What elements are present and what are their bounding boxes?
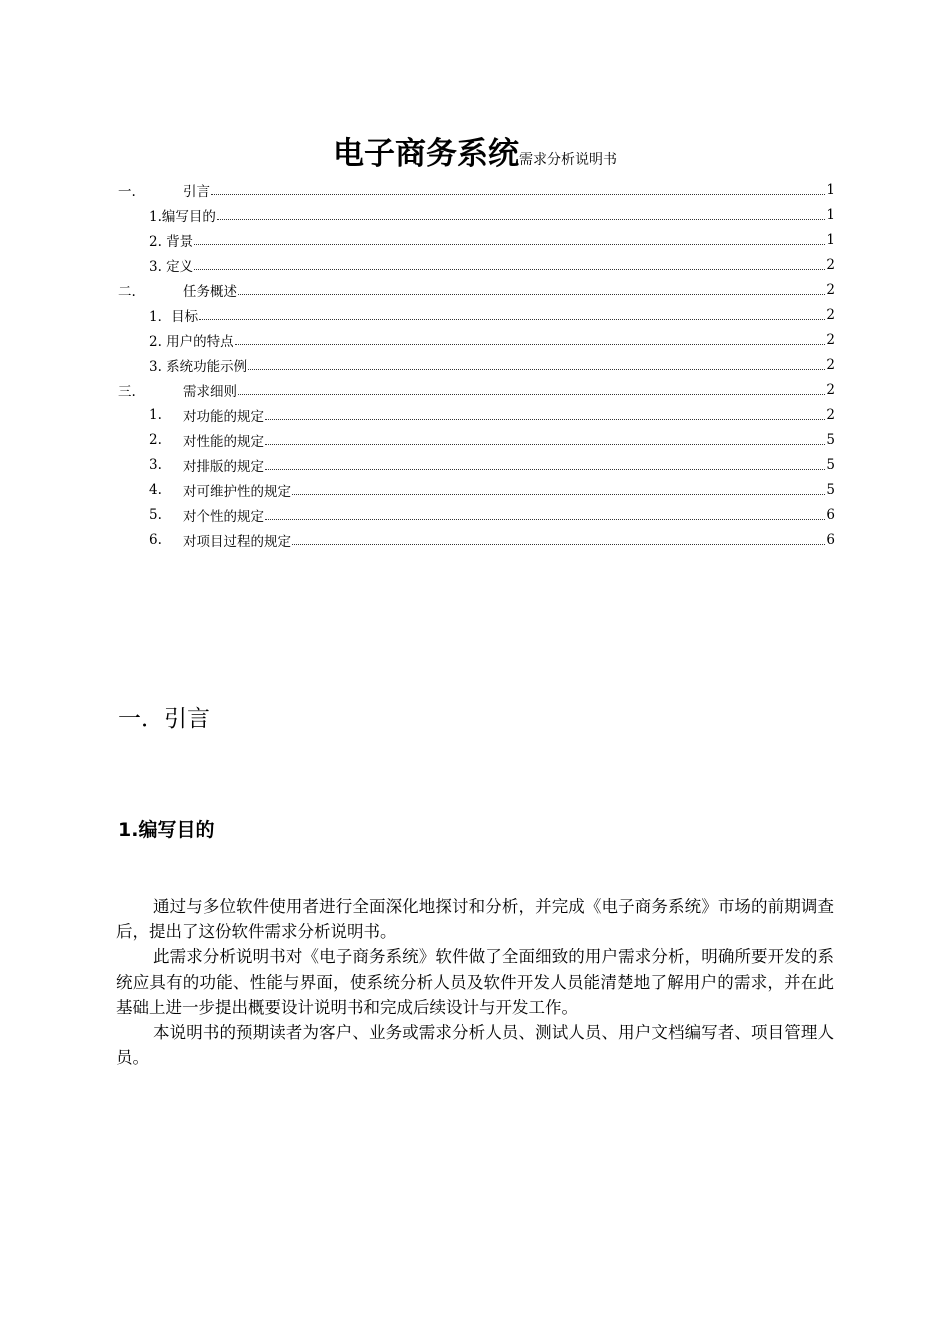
toc-dot-leader: [194, 244, 825, 245]
toc-entry-label: 任务概述: [183, 283, 237, 300]
toc-entry[interactable]: [118, 477, 835, 502]
document-title-sub: 需求分析说明书: [519, 152, 617, 168]
toc-dot-leader: [265, 444, 825, 445]
toc-dot-leader: [217, 219, 826, 220]
document-title: [0, 128, 950, 173]
toc-dot-leader: [199, 319, 825, 320]
toc-entry-number: 3.: [149, 456, 162, 473]
toc-entry-label: 3. 系统功能示例: [149, 358, 248, 375]
toc-dot-leader: [265, 519, 825, 520]
toc-entry-page: 2: [826, 256, 835, 273]
toc-entry[interactable]: [118, 427, 835, 452]
toc-entry-label: 对项目过程的规定: [183, 533, 291, 550]
toc-entry-label: 3. 定义: [149, 258, 194, 275]
paragraph: 通过与多位软件使用者进行全面深化地探讨和分析，并完成《电子商务系统》市场的前期调查后，提出了这份软件需求分析说明书。: [116, 897, 834, 942]
toc-dot-leader: [235, 344, 826, 345]
toc-dot-leader: [211, 194, 825, 195]
subsection-heading: 1.编写目的: [118, 819, 215, 841]
toc-entry-page: 1: [826, 206, 835, 223]
toc-entry[interactable]: [118, 277, 835, 302]
toc-entry[interactable]: [118, 527, 835, 552]
toc-entry-number: 6.: [149, 531, 162, 548]
toc-entry-page: 2: [826, 331, 835, 348]
toc-entry[interactable]: [118, 377, 835, 402]
toc-entry-number: 1.: [149, 406, 162, 423]
toc-entry[interactable]: [118, 302, 835, 327]
toc-entry-number: 5.: [149, 506, 162, 523]
toc-entry-label: 引言: [183, 183, 210, 200]
body-text: [116, 894, 834, 1070]
toc-dot-leader: [265, 469, 825, 470]
toc-entry-label: 对排版的规定: [183, 458, 264, 475]
toc-dot-leader: [194, 269, 825, 270]
toc-entry-number: 二.: [118, 283, 136, 300]
toc-entry-page: 6: [826, 531, 835, 548]
toc-entry-page: 2: [826, 306, 835, 323]
toc-entry-label: 1．目标: [149, 308, 199, 325]
toc-dot-leader: [292, 494, 825, 495]
toc-entry-page: 5: [826, 431, 835, 448]
toc-dot-leader: [265, 419, 825, 420]
toc-entry[interactable]: [118, 252, 835, 277]
toc-entry-label: 1.编写目的: [149, 208, 216, 225]
toc-entry[interactable]: [118, 177, 835, 202]
toc-entry[interactable]: [118, 327, 835, 352]
document-title-main: 电子商务系统: [333, 136, 519, 172]
toc-entry-label: 对个性的规定: [183, 508, 264, 525]
toc-entry[interactable]: [118, 227, 835, 252]
toc-entry-number: 三.: [118, 383, 136, 400]
toc-entry-label: 需求细则: [183, 383, 237, 400]
toc-entry-number: 一.: [118, 183, 136, 200]
toc-dot-leader: [292, 544, 825, 545]
toc-entry-label: 对可维护性的规定: [183, 483, 291, 500]
toc-entry-page: 6: [826, 506, 835, 523]
toc-dot-leader: [248, 369, 825, 370]
toc-dot-leader: [238, 294, 825, 295]
toc-entry-number: 2.: [149, 431, 162, 448]
toc-entry[interactable]: [118, 352, 835, 377]
toc-entry[interactable]: [118, 402, 835, 427]
toc-entry-label: 对性能的规定: [183, 433, 264, 450]
toc-entry-label: 2. 用户的特点: [149, 333, 234, 350]
toc-entry[interactable]: [118, 452, 835, 477]
toc-entry-number: 4.: [149, 481, 162, 498]
paragraph: 本说明书的预期读者为客户、业务或需求分析人员、测试人员、用户文档编写者、项目管理人员。: [116, 1023, 834, 1068]
toc-entry-label: 2. 背景: [149, 233, 194, 250]
toc-entry-page: 2: [826, 356, 835, 373]
toc-entry[interactable]: [118, 202, 835, 227]
toc-entry-page: 2: [826, 406, 835, 423]
table-of-contents: [118, 177, 835, 552]
toc-entry-label: 对功能的规定: [183, 408, 264, 425]
section-heading: 一．引言: [118, 706, 210, 732]
toc-entry-page: 1: [826, 231, 835, 248]
toc-entry-page: 5: [826, 456, 835, 473]
toc-entry-page: 2: [826, 381, 835, 398]
toc-entry[interactable]: [118, 502, 835, 527]
toc-entry-page: 5: [826, 481, 835, 498]
paragraph: 此需求分析说明书对《电子商务系统》软件做了全面细致的用户需求分析，明确所要开发的系统应具有的功能、性能与界面，使系统分析人员及软件开发人员能清楚地了解用户的需求，并在此基础上进一步提出概要设计说明书和完成后续设计与开发工作。: [116, 947, 834, 1017]
toc-entry-page: 2: [826, 281, 835, 298]
toc-dot-leader: [238, 394, 825, 395]
toc-entry-page: 1: [826, 181, 835, 198]
